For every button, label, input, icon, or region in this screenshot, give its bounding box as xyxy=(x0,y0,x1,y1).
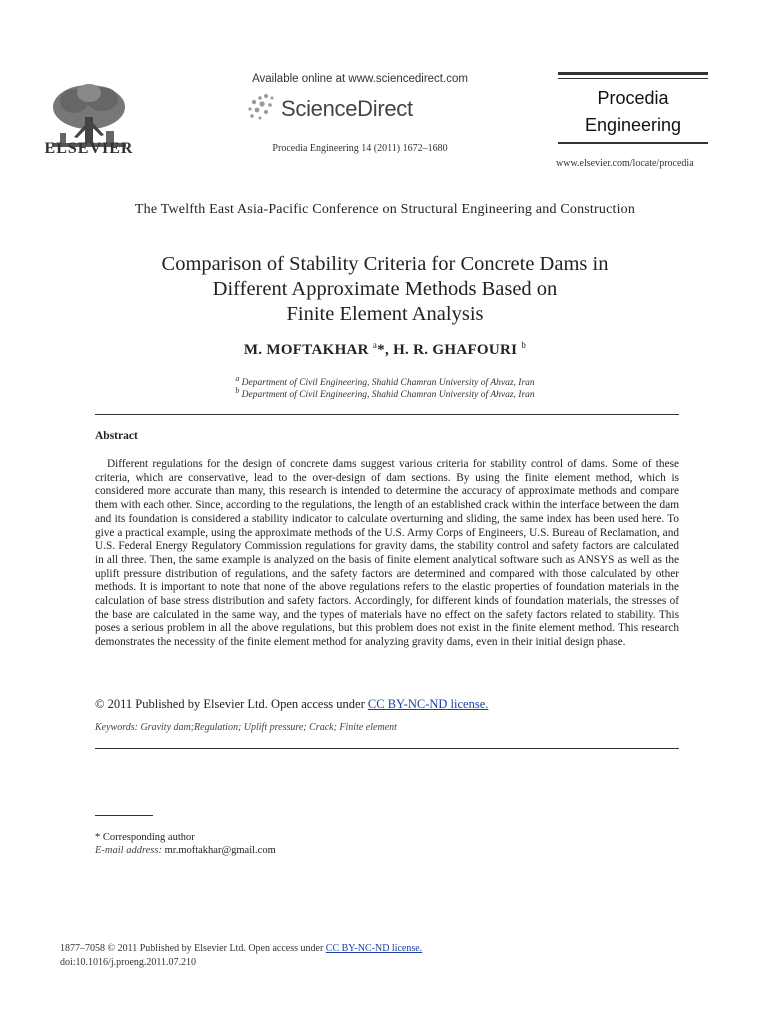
footnote-rule xyxy=(95,815,153,816)
doi[interactable]: doi:10.1016/j.proeng.2011.07.210 xyxy=(60,957,197,968)
corresponding-mark: *, xyxy=(377,342,394,358)
author-1: M. MOFTAKHAR xyxy=(243,342,369,358)
email-address[interactable]: mr.moftakhar@gmail.com xyxy=(161,845,276,856)
issn-line xyxy=(60,943,422,954)
abstract-text: Different regulations for the design of concrete dams suggest various criteria for stability control of dams. Some of these criteria, which are conservative, lead to the over-design of dam sections. By using the finite element method, which is considered more accurate than many, this research is intended to determine the accuracy of approximate methods and compare them with each other. Since, according to the regulations, the length of an established crack within the interface between the dam and its foundation is considered a stability indicator to calculate overturning and sliding, the same index has been used here. To give a practical example, using the approximate methods of the U.S. Army Corps of Engineers, U.S. Bureau of Reclamation, and U.S. Federal Energy Regulatory Commission regulations for gravity dams, the stability control and safety factors are calculated in all three. Then, the same example is analyzed on the basis of finite element analytical software such as ANSYS as well as the uplift pressure distribution of regulations, and the safety factors are determined and compared with those calculated by other methods. It is important to note that none of the above regulations refers to the elastic properties of foundation materials in the calculation of base stress distribution and safety factors. Accordingly, for different kinds of foundation materials, the stresses of the base are calculated in the same way, and the types of materials have no effect on the safety factors related to stability. This poses a serious problem in all the above regulations, but this problem does not exist in the finite element method. This research demonstrates the necessity of the finite element method for analyzing gravity dams, even in their initial design phase. xyxy=(95,458,679,649)
sciencedirect-wordmark: ScienceDirect xyxy=(281,96,413,121)
elsevier-wordmark: ELSEVIER xyxy=(44,140,134,157)
title-line-1: Comparison of Stability Criteria for Concrete Dams in xyxy=(161,253,609,275)
procedia-title-line1: Procedia xyxy=(597,88,669,108)
copyright-text: © 2011 Published by Elsevier Ltd. xyxy=(95,697,272,711)
divider-bottom xyxy=(95,748,679,749)
author-1-affil-sup: a xyxy=(372,340,378,350)
footer-license-link[interactable]: CC BY-NC-ND license. xyxy=(325,943,423,954)
journal-reference: Procedia Engineering 14 (2011) 1672–1680 xyxy=(272,143,448,154)
sciencedirect-dots-icon xyxy=(246,92,276,122)
corresponding-author-note: * Corresponding author xyxy=(95,832,195,843)
affiliation-a-sup: a xyxy=(235,374,240,383)
affiliation-b-sup: b xyxy=(235,386,240,395)
available-online-text: Available online at www.sciencedirect.com xyxy=(252,73,468,85)
abstract-heading: Abstract xyxy=(95,430,138,442)
open-access-text: Open access under xyxy=(271,697,368,711)
footer-open-access: Open access under xyxy=(248,943,326,954)
procedia-engineering-logo xyxy=(558,72,708,144)
email-label: E-mail address: xyxy=(95,845,162,856)
title-line-2: Different Approximate Methods Based on xyxy=(212,278,558,300)
issn-text: 1877–7058 © 2011 Published by Elsevier Ltd. xyxy=(60,943,249,954)
copyright-line xyxy=(95,697,488,712)
affiliation-b-text: Department of Civil Engineering, Shahid Chamran University of Ahvaz, Iran xyxy=(239,390,535,401)
author-2-affil-sup: b xyxy=(521,340,527,350)
author-2: H. R. GHAFOURI xyxy=(393,342,518,358)
license-link[interactable]: CC BY-NC-ND license. xyxy=(367,697,489,711)
authors xyxy=(60,340,710,359)
paper-title xyxy=(60,252,710,327)
journal-url[interactable]: www.elsevier.com/locate/procedia xyxy=(556,158,694,169)
procedia-title-line2: Engineering xyxy=(584,115,682,135)
conference-name: The Twelfth East Asia-Pacific Conference on Structural Engineering and Construction xyxy=(134,202,636,217)
divider-top xyxy=(95,414,679,415)
affiliation-a-text: Department of Civil Engineering, Shahid Chamran University of Ahvaz, Iran xyxy=(239,378,535,389)
email-note xyxy=(95,845,276,856)
keywords: Keywords: Gravity dam;Regulation; Uplift pressure; Crack; Finite element xyxy=(95,722,397,733)
title-line-3: Finite Element Analysis xyxy=(286,303,484,325)
affiliation-b xyxy=(60,386,710,400)
